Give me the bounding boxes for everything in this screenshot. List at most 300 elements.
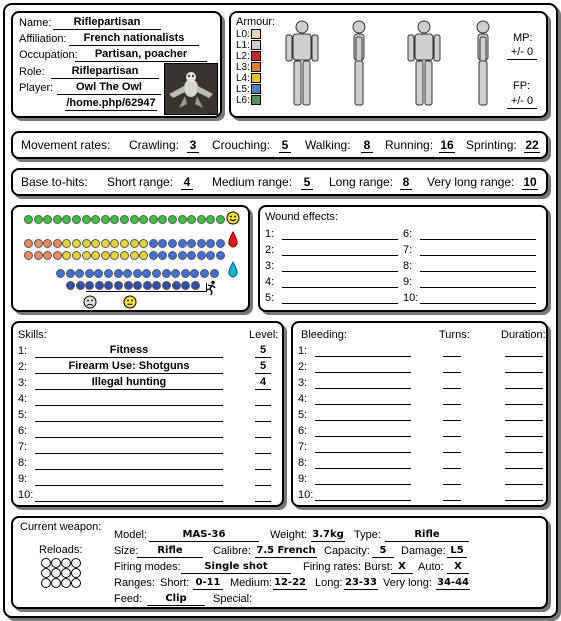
- skills-title: Skills:: [18, 329, 47, 341]
- bleeding-number: 6:: [298, 425, 308, 437]
- skill-level-field[interactable]: [255, 488, 271, 502]
- skill-name-field[interactable]: [35, 440, 223, 454]
- stamina-dot: [85, 269, 94, 278]
- armour-level-6: [236, 95, 261, 106]
- bleeding-turns-field[interactable]: [443, 452, 461, 453]
- armour-level-label: L0:: [236, 29, 250, 40]
- tohit-verylong-label: Very long range:: [427, 175, 515, 189]
- bleeding-duration-field[interactable]: [505, 388, 543, 389]
- blood-dot: [178, 239, 187, 248]
- health-dot: [43, 215, 52, 224]
- range-short-label: Short:: [160, 577, 190, 589]
- movement-walking-value: 8: [361, 139, 373, 153]
- health-dot: [206, 215, 215, 224]
- skill-number: 1:: [18, 345, 28, 357]
- firing-rates-label: Firing rates: Burst:: [303, 561, 393, 573]
- armour-level-4: [236, 73, 261, 84]
- tohit-box: [11, 168, 548, 196]
- reload-checkbox[interactable]: [51, 568, 61, 578]
- bleeding-field[interactable]: [315, 388, 411, 389]
- reload-checkbox[interactable]: [61, 578, 71, 588]
- armour-level-swatch: [251, 73, 261, 83]
- skill-name-field[interactable]: Fitness: [35, 344, 223, 358]
- blood-dot: [139, 251, 148, 260]
- armour-level-swatch: [251, 51, 261, 61]
- skill-number: 4:: [18, 393, 28, 405]
- blood-dot: [101, 251, 110, 260]
- firing-modes-value: Single shot: [181, 560, 291, 574]
- fp-label: FP:: [513, 80, 531, 92]
- blood-dot: [206, 239, 215, 248]
- stamina-dot: [114, 281, 123, 290]
- neutral-face-icon: [123, 295, 137, 309]
- bleeding-turns-field[interactable]: [443, 372, 461, 373]
- stamina-dot: [94, 269, 103, 278]
- body-front-figure: [277, 17, 327, 113]
- health-dot: [216, 215, 225, 224]
- stamina-dot: [172, 281, 181, 290]
- bleeding-turns-field[interactable]: [443, 404, 461, 405]
- wound-effect-field[interactable]: [420, 271, 536, 272]
- weapon-box: [11, 516, 548, 609]
- bleeding-number: 2:: [298, 361, 308, 373]
- blood-dot: [82, 239, 91, 248]
- blood-dot: [120, 239, 129, 248]
- armour-level-5: [236, 84, 261, 95]
- mp-label: MP:: [513, 32, 533, 44]
- bleeding-turns-header: Turns:: [439, 329, 470, 341]
- stamina-dot: [123, 269, 132, 278]
- bleeding-number: 7:: [298, 441, 308, 453]
- health-dot: [82, 215, 91, 224]
- skill-number: 7:: [18, 441, 28, 453]
- wound-effect-number: 6:: [403, 228, 413, 240]
- skill-name-field[interactable]: [35, 488, 223, 502]
- role-value: Riflepartisan: [51, 65, 159, 79]
- stamina-dot: [114, 269, 123, 278]
- armour-level-swatch: [251, 84, 261, 94]
- armour-level-1: [236, 40, 261, 51]
- stamina-dot: [66, 269, 75, 278]
- auto-value: X: [447, 560, 469, 574]
- weapon-damage-label: Damage:: [401, 545, 446, 557]
- tohit-short-value: 4: [181, 176, 193, 190]
- health-dot: [53, 215, 62, 224]
- blood-drop-icon: [227, 231, 239, 249]
- skills-level-header: Level:: [249, 329, 279, 341]
- blood-dot: [91, 239, 100, 248]
- bleeding-field[interactable]: [315, 468, 411, 469]
- health-dot: [120, 215, 129, 224]
- bleeding-number: 8:: [298, 457, 308, 469]
- sad-face-icon: [83, 295, 97, 309]
- blood-dot: [72, 239, 81, 248]
- blood-dot: [53, 239, 62, 248]
- skill-level-field[interactable]: [255, 392, 271, 406]
- skill-number: 2:: [18, 361, 28, 373]
- bleeding-field[interactable]: [315, 404, 411, 405]
- movement-running-value: 16: [440, 138, 454, 152]
- weapon-size-value: Rifle: [137, 544, 203, 558]
- bleeding-number: 3:: [298, 377, 308, 389]
- skill-level-field[interactable]: [255, 440, 271, 454]
- tohit-medium-value: 5: [301, 176, 313, 190]
- special-label: Special:: [213, 593, 253, 605]
- skill-name-field[interactable]: [35, 456, 223, 470]
- stamina-dot: [162, 269, 171, 278]
- reloads-label: Reloads:: [39, 544, 83, 556]
- skill-level-field[interactable]: [255, 408, 271, 422]
- range-short-value: 0-11: [193, 576, 223, 590]
- bleeding-duration-field[interactable]: [505, 500, 543, 501]
- wound-effects-title: Wound effects:: [265, 211, 338, 223]
- status-box: [11, 205, 250, 312]
- body-side-figure: [347, 17, 371, 113]
- blood-dot: [43, 239, 52, 248]
- blood-dot: [158, 239, 167, 248]
- blood-dot: [216, 239, 225, 248]
- wound-effect-number: 4:: [265, 276, 275, 288]
- stamina-dot: [200, 269, 209, 278]
- blood-dot: [110, 251, 119, 260]
- bleeding-duration-field[interactable]: [505, 484, 543, 485]
- bleeding-duration-field[interactable]: [505, 356, 543, 357]
- bleeding-turns-field[interactable]: [443, 484, 461, 485]
- health-dot: [62, 215, 71, 224]
- skill-level-field[interactable]: [255, 472, 271, 486]
- health-dot: [24, 215, 33, 224]
- blood-dot: [91, 251, 100, 260]
- blood-dot: [168, 239, 177, 248]
- health-dot: [178, 215, 187, 224]
- skill-number: 5:: [18, 409, 28, 421]
- bleeding-turns-field[interactable]: [443, 420, 461, 421]
- stamina-dot: [162, 281, 171, 290]
- bleeding-number: 9:: [298, 473, 308, 485]
- bleeding-duration-field[interactable]: [505, 404, 543, 405]
- body-back-figure: [399, 17, 449, 113]
- occupation-value: Partisan, poacher: [75, 48, 207, 62]
- armour-level-label: L2:: [236, 51, 250, 62]
- weapon-damage-value: L5: [447, 544, 467, 558]
- bleeding-turns-field[interactable]: [443, 500, 461, 501]
- armour-level-0: [236, 29, 261, 40]
- wound-effect-field[interactable]: [420, 239, 536, 240]
- bleeding-turns-field[interactable]: [443, 356, 461, 357]
- weapon-calibre-value: 7.5 French: [256, 545, 316, 556]
- armour-level-label: L5:: [236, 84, 250, 95]
- stamina-dot: [133, 269, 142, 278]
- health-dot: [197, 215, 206, 224]
- wound-effect-field[interactable]: [282, 239, 398, 240]
- weapon-type-value: Rifle: [385, 528, 469, 542]
- blood-dot: [149, 251, 158, 260]
- weapon-size-label: Size:: [114, 545, 139, 557]
- wound-effect-field[interactable]: [282, 255, 398, 256]
- blood-dot: [82, 251, 91, 260]
- blood-dot: [187, 239, 196, 248]
- weapon-weight-label: Weight:: [270, 529, 308, 541]
- bleeding-number: 5:: [298, 409, 308, 421]
- reload-checkbox[interactable]: [61, 568, 71, 578]
- blood-dot: [72, 251, 81, 260]
- bleeding-duration-field[interactable]: [505, 372, 543, 373]
- weapon-type-label: Type:: [354, 529, 381, 541]
- feed-label: Feed:: [114, 593, 143, 605]
- movement-crouching-value: 5: [279, 139, 291, 153]
- health-dot: [91, 215, 100, 224]
- tohit-verylong-value: 10: [523, 175, 537, 189]
- blood-dot: [62, 251, 71, 260]
- weapon-capacity-label: Capacity:: [324, 545, 370, 557]
- bleeding-field[interactable]: [315, 372, 411, 373]
- skill-name-field[interactable]: Firearm Use: Shotguns: [35, 360, 223, 374]
- weapon-model-value: MAS-36: [149, 528, 259, 542]
- wound-effect-number: 7:: [403, 244, 413, 256]
- feed-value: Clip: [147, 592, 205, 606]
- range-verylong-label: Very long:: [383, 577, 432, 589]
- bleeding-turns-field[interactable]: [443, 388, 461, 389]
- bleeding-field[interactable]: [315, 484, 411, 485]
- skill-number: 6:: [18, 425, 28, 437]
- health-dot: [110, 215, 119, 224]
- skill-name-field[interactable]: [35, 392, 223, 406]
- skill-number: 9:: [18, 473, 28, 485]
- movement-crouching-label: Crouching:: [212, 138, 271, 152]
- wound-effect-field[interactable]: [420, 287, 536, 288]
- bleeding-field[interactable]: [315, 420, 411, 421]
- armour-level-3: [236, 62, 261, 73]
- wound-effect-number: 10:: [403, 292, 419, 304]
- reload-checkbox[interactable]: [41, 578, 51, 588]
- weapon-title: Current weapon:: [20, 521, 102, 533]
- skill-number: 10:: [18, 489, 34, 501]
- bleeding-title: Bleeding:: [301, 329, 347, 341]
- tohit-long-value: 8: [400, 176, 412, 190]
- tohit-short-label: Short range:: [107, 175, 174, 189]
- health-dot: [158, 215, 167, 224]
- firing-modes-label: Firing modes:: [114, 561, 181, 573]
- player-profile-link[interactable]: /home.php/62947: [66, 97, 156, 109]
- role-label: Role:: [19, 66, 45, 78]
- skill-number: 8:: [18, 457, 28, 469]
- blood-dot: [187, 251, 196, 260]
- sweat-drop-icon: [227, 261, 239, 279]
- happy-face-icon: [226, 211, 240, 225]
- name-label: Name:: [19, 17, 52, 29]
- stamina-dot: [190, 269, 199, 278]
- stamina-dot: [181, 269, 190, 278]
- skills-box: [11, 321, 284, 507]
- skill-level-field[interactable]: [255, 456, 271, 470]
- burst-value: X: [391, 560, 413, 574]
- health-dot: [139, 215, 148, 224]
- movement-title: Movement rates:: [21, 138, 111, 152]
- skill-name-field[interactable]: Illegal hunting: [35, 376, 223, 390]
- skill-level-field[interactable]: [255, 424, 271, 438]
- wound-effect-field[interactable]: [420, 303, 536, 304]
- bleeding-duration-field[interactable]: [505, 436, 543, 437]
- bleeding-field[interactable]: [315, 452, 411, 453]
- blood-dot: [24, 251, 33, 260]
- bleeding-duration-field[interactable]: [505, 468, 543, 469]
- skill-level-field[interactable]: 4: [255, 376, 271, 390]
- tohit-long-label: Long range:: [329, 175, 394, 189]
- occupation-label: Occupation:: [19, 49, 78, 61]
- blood-dot: [34, 251, 43, 260]
- tohit-medium-label: Medium range:: [212, 175, 293, 189]
- blood-dot: [168, 251, 177, 260]
- bleeding-field[interactable]: [315, 500, 411, 501]
- blood-dot: [130, 251, 139, 260]
- stamina-dot: [210, 269, 219, 278]
- wound-effect-number: 5:: [265, 292, 275, 304]
- bleeding-number: 10:: [298, 489, 314, 501]
- bleeding-number: 4:: [298, 393, 308, 405]
- blood-dot: [149, 239, 158, 248]
- armour-level-label: L1:: [236, 40, 250, 51]
- weapon-capacity-value: 5: [372, 544, 394, 558]
- blood-dot: [34, 239, 43, 248]
- skill-name-field[interactable]: [35, 472, 223, 486]
- range-long-label: Long:: [315, 577, 343, 589]
- wound-effect-number: 2:: [265, 244, 275, 256]
- bleeding-duration-field[interactable]: [505, 420, 543, 421]
- stamina-dot: [171, 269, 180, 278]
- skill-number: 3:: [18, 377, 28, 389]
- skill-name-field[interactable]: [35, 424, 223, 438]
- range-long-value: 23-33: [345, 577, 377, 588]
- bleeding-turns-field[interactable]: [443, 436, 461, 437]
- name-value: Riflepartisan: [53, 16, 161, 30]
- blood-dot: [206, 251, 215, 260]
- range-verylong-value: 34-44: [437, 577, 469, 588]
- player-label: Player:: [19, 82, 54, 94]
- movement-sprinting-value: 22: [525, 138, 539, 152]
- stamina-dot: [56, 269, 65, 278]
- wound-effect-field[interactable]: [420, 255, 536, 256]
- bleeding-duration-field[interactable]: [505, 452, 543, 453]
- wound-effect-number: 3:: [265, 260, 275, 272]
- wound-effects-box: [258, 205, 548, 312]
- skill-level-field[interactable]: 5: [255, 344, 271, 358]
- movement-running-label: Running:: [385, 138, 434, 152]
- range-medium-value: 12-22: [274, 577, 306, 588]
- weapon-calibre-label: Calibre:: [213, 545, 251, 557]
- blood-dot: [139, 239, 148, 248]
- skill-level-field[interactable]: 5: [255, 360, 271, 374]
- health-dot: [72, 215, 81, 224]
- wound-effect-field[interactable]: [282, 303, 398, 304]
- affiliation-value: French nationalists: [69, 32, 199, 46]
- wound-effect-field[interactable]: [282, 287, 398, 288]
- armour-box: [229, 11, 548, 118]
- armour-level-2: [236, 51, 261, 62]
- health-dot: [168, 215, 177, 224]
- ranges-label: Ranges:: [114, 577, 155, 589]
- bleeding-duration-header: Duration:: [501, 329, 546, 341]
- armour-label: Armour:: [236, 16, 276, 28]
- armour-level-label: L4:: [236, 73, 250, 84]
- armour-level-label: L6:: [236, 95, 250, 106]
- reload-checkbox[interactable]: [41, 558, 51, 568]
- health-dot: [101, 215, 110, 224]
- reload-checkbox[interactable]: [71, 558, 81, 568]
- blood-dot: [24, 239, 33, 248]
- stamina-dot: [75, 269, 84, 278]
- bleeding-field[interactable]: [315, 356, 411, 357]
- health-dot: [130, 215, 139, 224]
- bleeding-number: 1:: [298, 345, 308, 357]
- wound-effect-number: 8:: [403, 260, 413, 272]
- reload-checkbox[interactable]: [71, 578, 81, 588]
- reload-checkbox[interactable]: [71, 568, 81, 578]
- armour-level-swatch: [251, 62, 261, 72]
- movement-sprinting-label: Sprinting:: [466, 138, 517, 152]
- affiliation-label: Affiliation:: [19, 33, 67, 45]
- stamina-dot: [95, 281, 104, 290]
- bleeding-field[interactable]: [315, 436, 411, 437]
- reload-checkbox[interactable]: [41, 568, 51, 578]
- stamina-dot: [76, 281, 85, 290]
- stamina-dot: [191, 281, 200, 290]
- stamina-dot: [143, 281, 152, 290]
- health-dot: [34, 215, 43, 224]
- blood-dot: [43, 251, 52, 260]
- blood-dot: [101, 239, 110, 248]
- bleeding-turns-field[interactable]: [443, 468, 461, 469]
- armour-level-swatch: [251, 95, 261, 105]
- armour-level-swatch: [251, 29, 261, 39]
- blood-dot: [158, 251, 167, 260]
- blood-dot: [216, 251, 225, 260]
- owl-avatar: [164, 63, 218, 115]
- blood-dot: [130, 239, 139, 248]
- blood-dot: [120, 251, 129, 260]
- health-dot: [149, 215, 158, 224]
- stamina-dot: [124, 281, 133, 290]
- blood-dot: [197, 251, 206, 260]
- reload-checkbox[interactable]: [51, 558, 61, 568]
- movement-crawling-label: Crawling:: [129, 138, 180, 152]
- health-dot: [187, 215, 196, 224]
- reload-checkbox[interactable]: [51, 578, 61, 588]
- blood-dot: [197, 239, 206, 248]
- movement-walking-label: Walking:: [305, 138, 351, 152]
- player-value: Owl The Owl: [57, 81, 161, 95]
- blood-dot: [110, 239, 119, 248]
- tohit-title: Base to-hits:: [21, 175, 88, 189]
- movement-box: [11, 131, 548, 159]
- skill-name-field[interactable]: [35, 408, 223, 422]
- reload-checkbox[interactable]: [61, 558, 71, 568]
- wound-effect-number: 1:: [265, 228, 275, 240]
- mp-value: +/- 0: [507, 46, 537, 60]
- blood-dot: [62, 239, 71, 248]
- identity-box: [11, 11, 222, 118]
- blood-dot: [53, 251, 62, 260]
- weapon-weight-value: 3.7kg: [312, 529, 344, 540]
- auto-label: Auto:: [418, 561, 444, 573]
- wound-effect-field[interactable]: [282, 271, 398, 272]
- body-side-figure-right: [471, 17, 495, 113]
- stamina-dot: [66, 281, 75, 290]
- stamina-dot: [142, 269, 151, 278]
- fp-value: +/- 0: [507, 95, 537, 109]
- range-medium-label: Medium:: [230, 577, 273, 589]
- stamina-dot: [152, 269, 161, 278]
- bleeding-box: [291, 321, 548, 507]
